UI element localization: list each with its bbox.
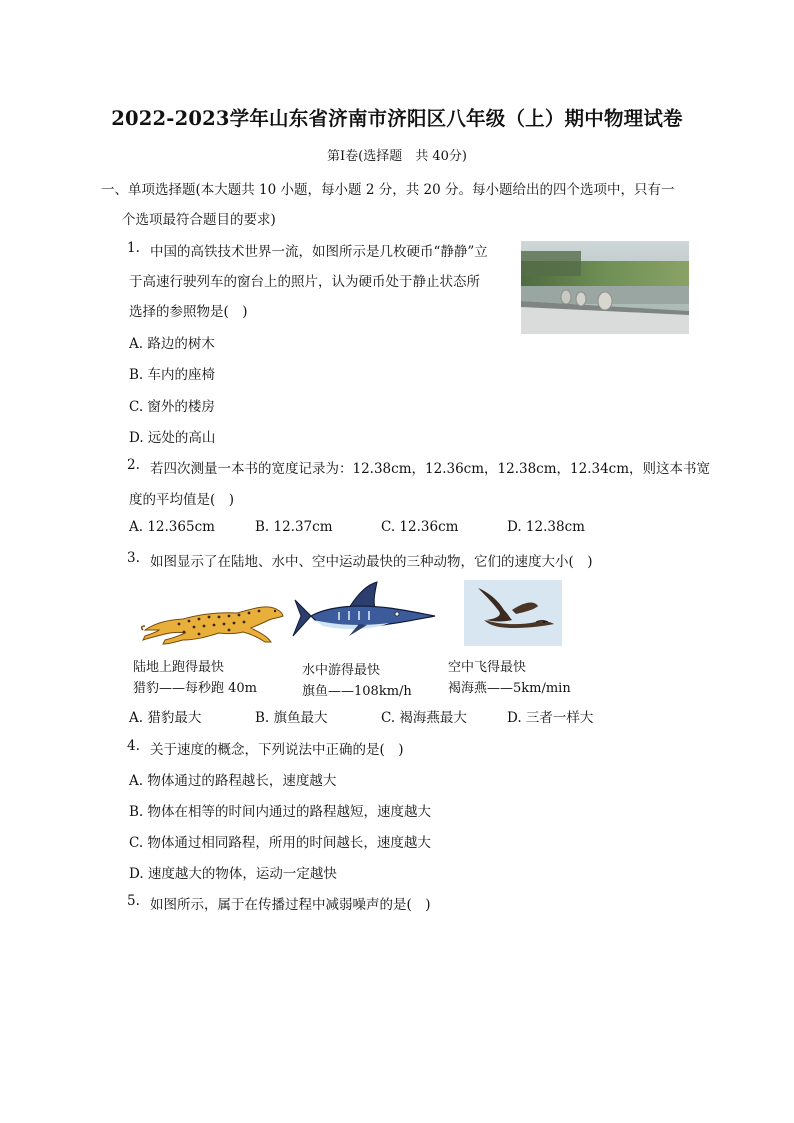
sailfish-caption-detail: 旗鱼——108km/h <box>302 684 412 699</box>
section-header-line2: 个选项最符合题目的要求) <box>122 212 276 228</box>
option-a: A. 路边的树木 <box>129 336 215 352</box>
question-number: 1. <box>127 240 140 256</box>
option-d: D. 速度越大的物体，运动一定越快 <box>129 866 337 882</box>
question-number: 2. <box>127 457 140 473</box>
cheetah-caption-title: 陆地上跑得最快 <box>133 660 225 675</box>
page-title: 2022-2023学年山东省济南市济阳区八年级（上）期中物理试卷 <box>111 107 683 130</box>
option-b: B. 车内的座椅 <box>129 367 216 383</box>
option-c: C. 窗外的楼房 <box>129 399 215 415</box>
option-b: B. 12.37cm <box>255 519 333 535</box>
question-text-line: 若四次测量一本书的宽度记录为：12.38cm，12.36cm，12.38cm，12.34cm，则这本书宽 <box>150 461 711 477</box>
question-text-line: 如图显示了在陆地、水中、空中运动最快的三种动物，它们的速度大小( ) <box>150 554 593 570</box>
section-header-line1: 一、单项选择题(本大题共 10 小题，每小题 2 分，共 20 分。每小题给出的四个选项中，只有一 <box>101 182 675 198</box>
cheetah-caption-detail: 猎豹——每秒跑 40m <box>133 681 258 696</box>
petrel-caption-title: 空中飞得最快 <box>448 660 527 675</box>
petrel-image <box>464 580 562 646</box>
option-a: A. 物体通过的路程越长，速度越大 <box>129 773 337 789</box>
question-text-line: 于高速行驶列车的窗台上的照片，认为硬币处于静止状态所 <box>129 274 480 290</box>
coins-on-train-photo <box>521 241 689 334</box>
question-number: 4. <box>127 738 140 754</box>
question-text-line: 如图所示，属于在传播过程中减弱噪声的是( ) <box>150 897 431 913</box>
option-a: A. 猎豹最大 <box>129 710 202 726</box>
option-c: C. 12.36cm <box>381 519 459 535</box>
question-number: 5. <box>127 893 140 909</box>
option-d: D. 三者一样大 <box>507 710 594 726</box>
question-number: 3. <box>127 550 140 566</box>
sailfish-caption-title: 水中游得最快 <box>302 663 381 678</box>
cheetah-image <box>139 600 287 646</box>
section-subtitle: 第Ⅰ卷(选择题 共 40分) <box>327 149 467 164</box>
option-d: D. 远处的高山 <box>129 430 216 446</box>
option-a: A. 12.365cm <box>129 519 215 535</box>
option-d: D. 12.38cm <box>507 519 585 535</box>
option-b: B. 物体在相等的时间内通过的路程越短，速度越大 <box>129 804 432 820</box>
question-text-line: 关于速度的概念，下列说法中正确的是( ) <box>150 742 404 758</box>
option-b: B. 旗鱼最大 <box>255 710 328 726</box>
sailfish-image <box>289 580 437 646</box>
question-text-line: 中国的高铁技术世界一流，如图所示是几枚硬币“静静”立 <box>150 244 488 260</box>
petrel-caption-detail: 褐海燕——5km/min <box>448 681 571 696</box>
option-c: C. 褐海燕最大 <box>381 710 467 726</box>
question-text-line: 度的平均值是( ) <box>129 492 235 508</box>
question-text-line: 选择的参照物是( ) <box>129 304 248 320</box>
option-c: C. 物体通过相同路程，所用的时间越长，速度越大 <box>129 835 431 851</box>
